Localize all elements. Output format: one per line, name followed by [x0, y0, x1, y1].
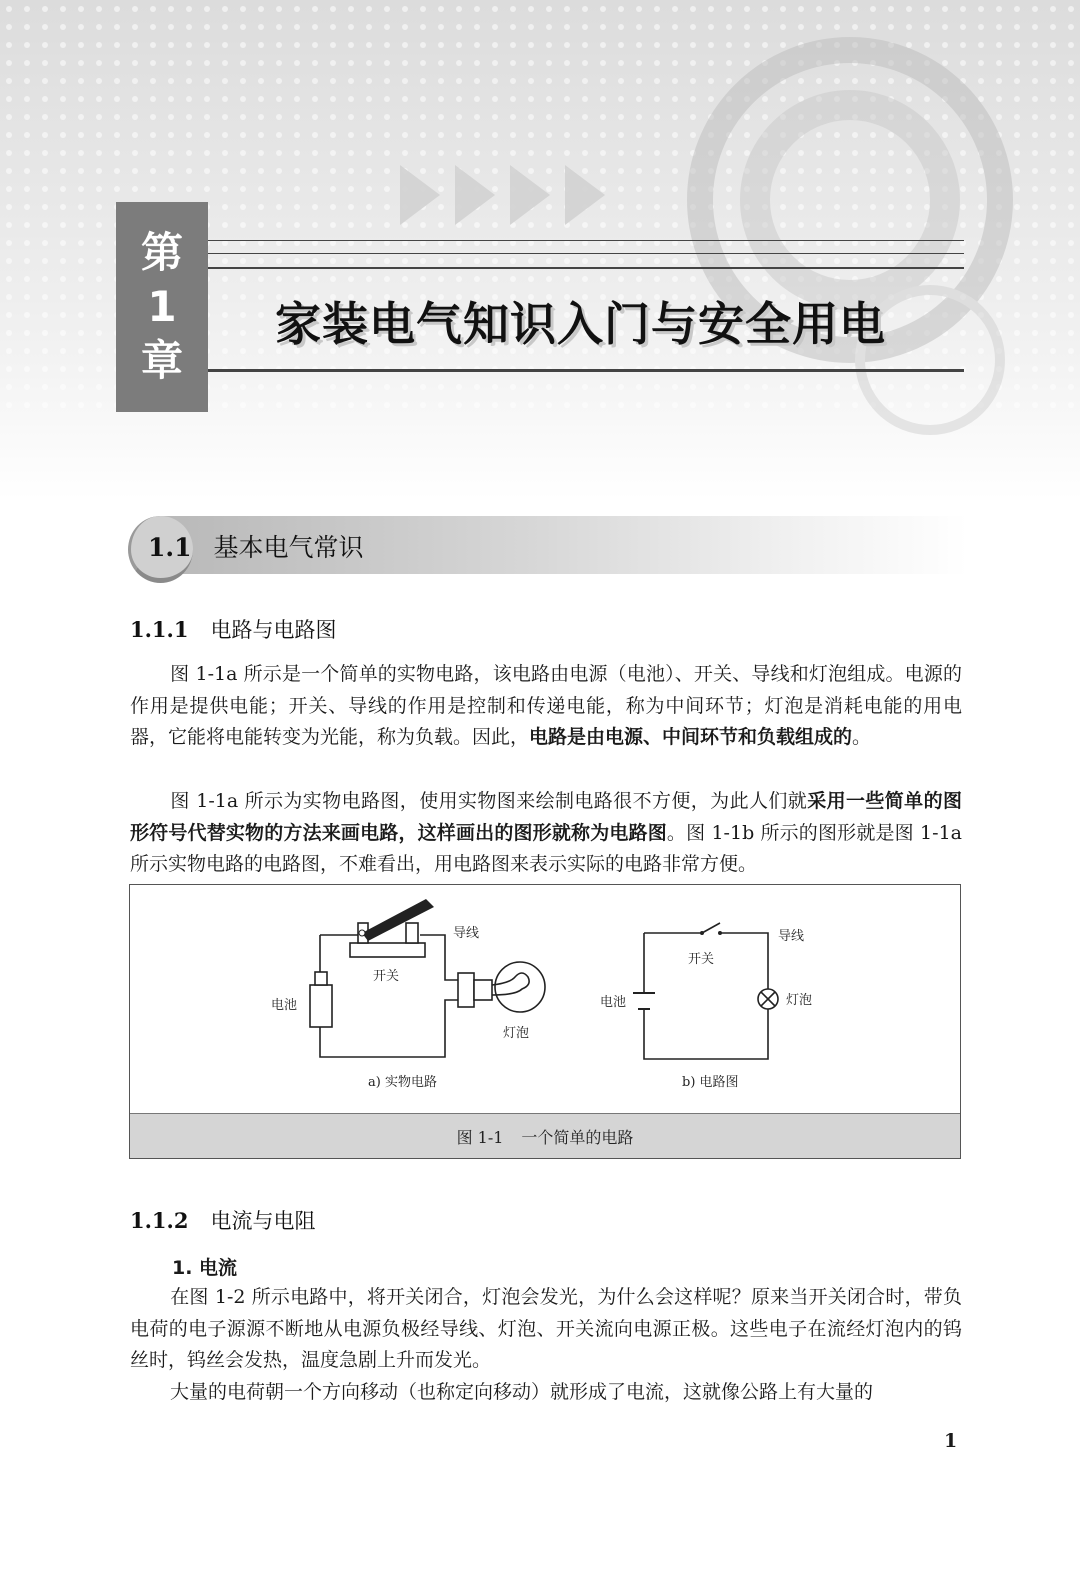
label-wire-a: 导线 — [453, 926, 480, 941]
subsection-title: 电路与电路图 — [210, 618, 337, 642]
chapter-char: 章 — [140, 336, 183, 385]
circuit-illustration — [130, 885, 960, 1114]
battery-symbol — [633, 993, 655, 1009]
paragraph-emphasis: 电路是由电源、中间环节和负载组成的 — [529, 726, 853, 748]
chapter-char: 第 — [140, 228, 183, 277]
caption-b: b) 电路图 — [682, 1075, 739, 1090]
knife-switch-icon — [350, 943, 425, 957]
figure-number: 图 1-1 — [456, 1127, 504, 1147]
chapter-char: 1 — [147, 282, 177, 331]
paragraph-text: 大量的电荷朝一个方向移动（也称定向移动）就形成了电流，这就像公路上有大量的 — [170, 1381, 874, 1403]
subsection-heading — [130, 614, 336, 644]
paragraph-text: 在图 1-2 所示电路中，将开关闭合，灯泡会发光，为什么会这样呢？原来当开关闭合时，带负电荷的电子源源不断地从电源负极经导线、灯泡、开关流向电源正极。这些电子在流经灯泡内的钨丝时，钨丝会发热，温度急剧上升而发光。 — [130, 1286, 962, 1371]
section-number: 1.1 — [148, 533, 192, 562]
paragraph — [130, 659, 962, 754]
figure-1-1 — [129, 884, 961, 1159]
paragraph-text: 图 1-1a 所示是一个简单的实物电路，该电路由电源（电池）、开关、导线和灯泡组成。电源的作用是提供电能；开关、导线的作用是控制和传递电能，称为中间环节；灯泡是消耗电能的用电器，它能将电能转变为光能，称为负载。因此， — [130, 663, 962, 748]
caption-a: a) 实物电路 — [368, 1075, 437, 1090]
label-bulb-a: 灯泡 — [503, 1026, 530, 1041]
paragraph — [130, 1377, 962, 1409]
item-heading: 1. 电流 — [172, 1257, 238, 1279]
paragraph-text: 。 — [852, 726, 872, 748]
paragraph — [130, 1282, 962, 1377]
chapter-banner — [0, 0, 1080, 500]
subsection-heading — [130, 1205, 315, 1235]
chapter-number-box — [116, 202, 208, 412]
section-header — [128, 516, 968, 582]
chapter-title: 家装电气知识入门与安全用电 — [275, 297, 886, 351]
figure-caption-text: 一个简单的电路 — [521, 1127, 634, 1147]
battery-icon — [310, 985, 332, 1027]
label-bulb-b: 灯泡 — [786, 993, 813, 1008]
section-title-text: 基本电气常识 — [213, 533, 364, 562]
light-bulb-icon — [495, 962, 545, 1012]
subsection-title: 电流与电阻 — [210, 1209, 316, 1233]
paragraph — [130, 786, 962, 881]
paragraph-emphasis: 采用一些简单的图形符号代替实物的方法来画电路，这样画出的图形就称为电路图 — [130, 790, 962, 844]
label-wire-b: 导线 — [778, 929, 805, 944]
label-battery-b: 电池 — [600, 995, 627, 1010]
subsection-number: 1.1.1 — [130, 617, 189, 642]
subsection-number: 1.1.2 — [130, 1208, 189, 1233]
section-title — [148, 528, 364, 564]
figure-caption — [130, 1113, 960, 1158]
label-battery-a: 电池 — [271, 998, 298, 1013]
label-switch-b: 开关 — [688, 952, 715, 967]
page-number: 1 — [944, 1430, 958, 1452]
paragraph-text: 。图 1-1b 所示的图形就是图 1-1a 所示实物电路的电路图，不难看出，用电路图来表示实际的电路非常方便。 — [130, 821, 962, 875]
schematic-circuit — [633, 923, 778, 1059]
paragraph-text: 图 1-1a 所示为实物电路图，使用实物图来绘制电路很不方便，为此人们就 — [170, 790, 808, 812]
label-switch-a: 开关 — [373, 969, 400, 984]
